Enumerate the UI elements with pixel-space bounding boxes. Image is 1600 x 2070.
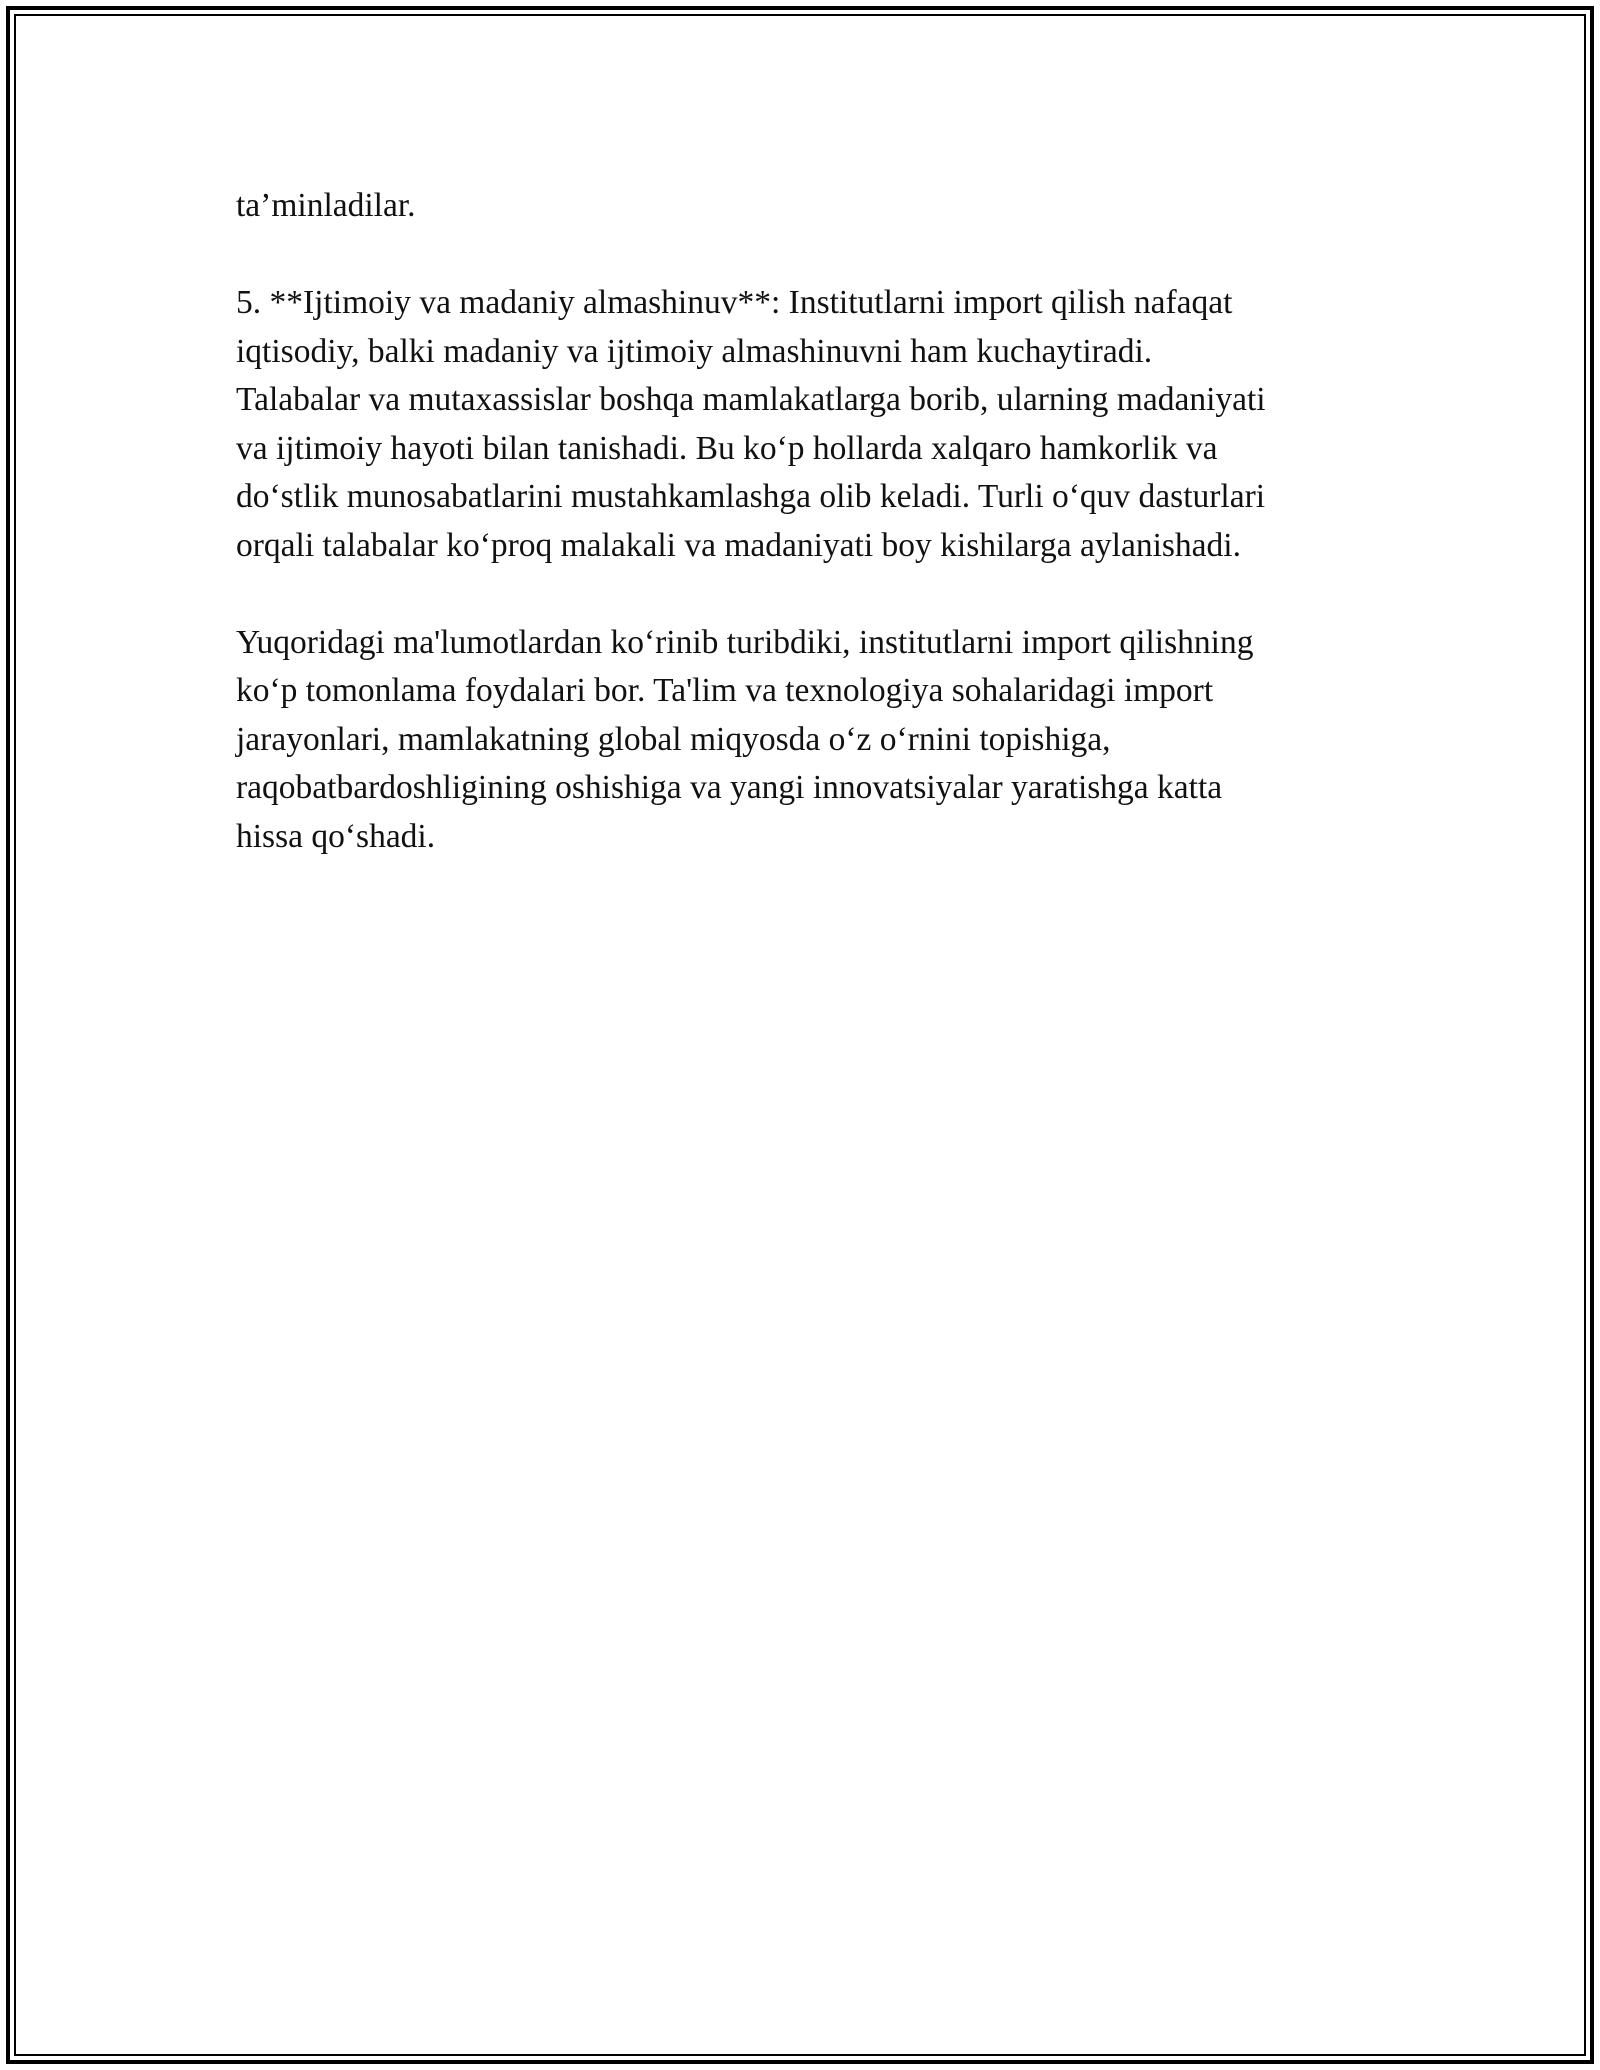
document-body [236, 182, 1376, 910]
paragraph-item-5: 5. **Ijtimoiy va madaniy almashinuv**: Institutlarni import qilish nafaqat iqtisodiy, balki madaniy va ijtimoiy almashinuvni ham kuchaytiradi. Talabalar va mutaxassislar boshqa mamlakatlarga borib, ularning madaniyati va ijtimoiy hayoti bilan tanishadi. Bu ko‘p hollarda xalqaro hamkorlik va do‘stlik munosabatlarini mustahkamlashga olib keladi. Turli o‘quv dasturlari orqali talabalar ko‘proq malakali va madaniyati boy kishilarga aylanishadi. [236, 284, 1266, 564]
paragraph-conclusion: Yuqoridagi ma'lumotlardan ko‘rinib turibdiki, institutlarni import qilishning ko‘p tomonlama foydalari bor. Ta'lim va texnologiya sohalaridagi import jarayonlari, mamlakatning global miqyosda o‘z o‘rnini topishiga, raqobatbardoshligining oshishiga va yangi innovatsiyalar yaratishga katta hissa qo‘shadi. [236, 623, 1254, 855]
paragraph-continuation: ta’minladilar. [236, 187, 416, 224]
